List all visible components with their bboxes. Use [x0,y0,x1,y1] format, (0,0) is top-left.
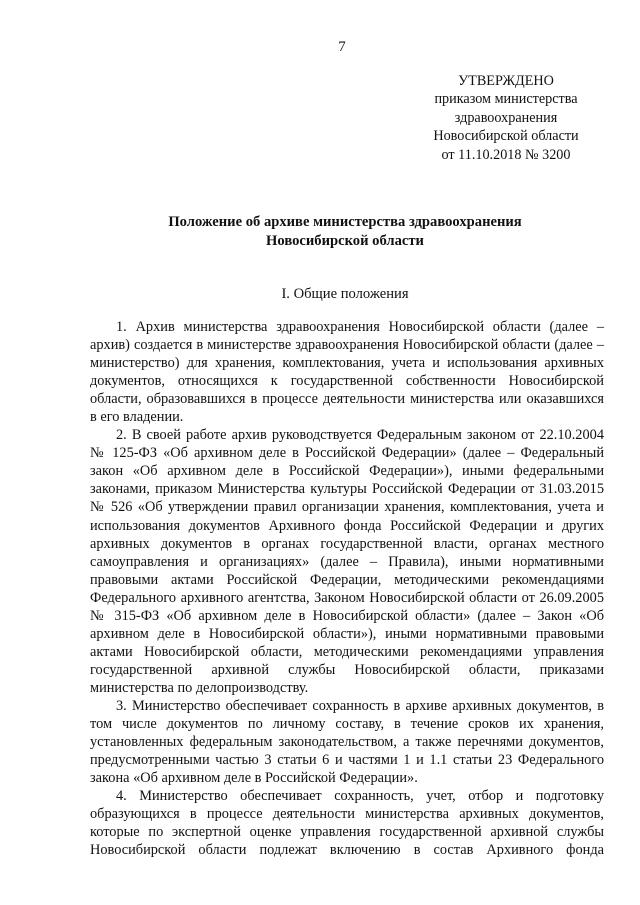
document-title [90,213,600,250]
paragraph-3: 3. Министерство обеспечивает сохранность в архиве архивных документов, в том числе документов по личному составу, в течение сроков их хранения, установленных федеральным законодательством, а также перечнями документов, предусмотренными частью 3 статьи 6 и частями 1 и 1.1 статьи 23 Федерального закона «Об архивном деле в Российской Федерации». [90,697,604,787]
document-body [90,318,604,859]
paragraph-1: 1. Архив министерства здравоохранения Новосибирской области (далее – архив) создается в министерстве здравоохранения Новосибирской области (далее – министерство) для хранения, комплектования, учета и использования архивных документов, относящихся к государственной собственности Новосибирской области, образовавшихся в процессе деятельности министерства или оказавшихся в его владении. [90,319,604,426]
approval-line-order: приказом министерства [434,91,578,108]
document-title-line-2: Новосибирской области [266,232,424,249]
approval-line-date: от 11.10.2018 № 3200 [441,146,571,163]
section-heading: I. Общие положения [281,286,409,302]
document-title-line-1: Положение об архиве министерства здравоохранения [168,214,522,230]
page-number: 7 [338,39,346,55]
paragraph-2: 2. В своей работе архив руководствуется Федеральным законом от 22.10.2004 № 125-ФЗ «Об архивном деле в Российской Федерации» (далее – Федеральный закон «Об архивном деле в Российской Федерации»), иными федеральными законами, приказом Министерства культуры Российской Федерации от 31.03.2015 № 526 «Об утверждении правил организации хранения, комплектования, учета и использования документов Архивного фонда Российской Федерации и других архивных документов в органах государственной власти, органах местного самоуправления и организациях» (далее – Правила), иными нормативными правовыми актами Российской Федерации, методическими рекомендациями Федерального архивного агентства, Законом Новосибирской области от 26.09.2005 № 315-ФЗ «Об архивном деле в Новосибирской области» (далее – Закон «Об архивном деле в Новосибирской области»), иными нормативными правовыми актами Новосибирской области, методическими рекомендациями управления государственной архивной службы Новосибирской области, приказами министерства по делопроизводству. [90,427,604,696]
approval-line-approved: УТВЕРЖДЕНО [458,73,554,89]
approval-line-ministry: здравоохранения [454,109,558,126]
approval-stamp [410,72,602,164]
approval-line-region: Новосибирской области [433,128,579,145]
paragraph-4: 4. Министерство обеспечивает сохранность, учет, отбор и подготовку образующихся в процессе деятельности министерства архивных документов, которые по экспертной оценке управления государственной архивной службы Новосибирской области подлежат включению в состав Архивного фонда [90,788,604,859]
